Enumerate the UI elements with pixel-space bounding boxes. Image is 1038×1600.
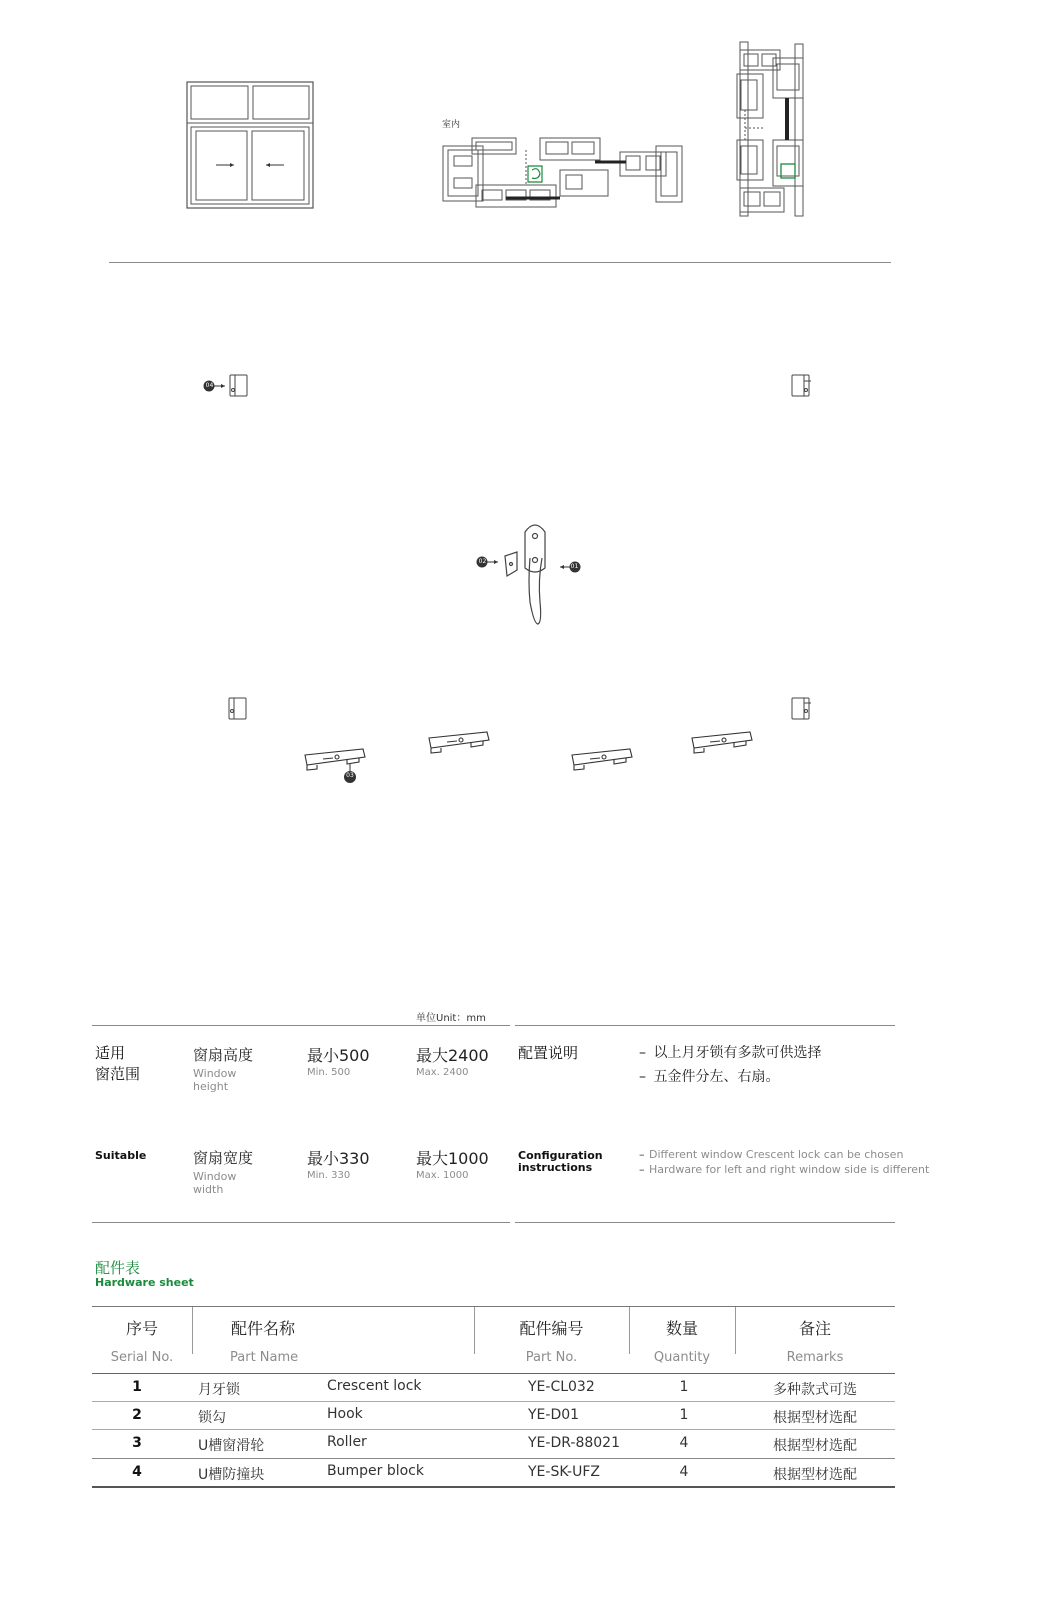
top-divider <box>109 262 891 263</box>
row-4-name-zh: U槽防撞块 <box>198 1467 265 1483</box>
header-qty-zh: 数量 <box>665 1319 698 1338</box>
sash-height-min: 最小500 Min. 500 <box>307 1046 370 1078</box>
config-bottom-rule <box>515 1222 895 1223</box>
row-2-no: 2 <box>132 1407 142 1423</box>
row-1-name-en: Crescent lock <box>327 1378 422 1394</box>
hardware-sheet-title-zh: 配件表 <box>95 1259 141 1277</box>
config-note-1-en: – Different window Crescent lock can be chosen <box>639 1148 904 1161</box>
unit-note: 单位Unit：mm <box>416 1013 486 1024</box>
callout-03-label: 03 <box>346 772 354 779</box>
header-serial-en: Serial No. <box>110 1350 174 1365</box>
row-4-name-en: Bumper block <box>327 1463 424 1479</box>
row-2-part: YE-D01 <box>528 1407 580 1423</box>
row-1-no: 1 <box>132 1379 142 1395</box>
callout-01-label: 01 <box>570 563 579 570</box>
header-partno-en: Part No. <box>525 1350 578 1365</box>
col-divider <box>192 1307 193 1354</box>
row-4-qty: 4 <box>679 1464 689 1480</box>
header-name-zh: 配件名称 <box>231 1319 296 1338</box>
row-1-qty: 1 <box>679 1379 689 1395</box>
crescent-lock-drawing <box>497 518 577 628</box>
row-2-remark: 根据型材选配 <box>773 1410 857 1426</box>
row-3-qty: 4 <box>679 1435 689 1451</box>
callout-02-label: 02 <box>478 558 487 565</box>
header-serial-zh: 序号 <box>125 1319 158 1338</box>
header-bottom-rule <box>92 1373 895 1374</box>
config-top-rule <box>515 1025 895 1026</box>
row-4-part: YE-SK-UFZ <box>528 1464 600 1480</box>
row-1-name-zh: 月牙锁 <box>198 1382 240 1398</box>
scope-top-rule <box>92 1025 510 1026</box>
row-4-no: 4 <box>132 1464 142 1480</box>
roller-drawing <box>690 728 756 754</box>
roller-drawing <box>427 728 493 754</box>
table-bottom-rule <box>92 1486 895 1488</box>
row-rule <box>92 1458 895 1459</box>
row-3-remark: 根据型材选配 <box>773 1438 857 1454</box>
bumper-block-icon <box>790 374 812 397</box>
roller-drawing <box>303 745 369 771</box>
config-title-zh: 配置说明 <box>518 1044 579 1062</box>
header-name-en: Part Name <box>230 1350 299 1365</box>
row-3-name-zh: U槽窗滑轮 <box>198 1438 265 1454</box>
row-3-name-en: Roller <box>327 1434 367 1450</box>
header-qty-en: Quantity <box>653 1350 711 1365</box>
config-note-2-zh: – 五金件分左、右扇。 <box>639 1069 780 1085</box>
row-4-remark: 根据型材选配 <box>773 1467 857 1483</box>
row-2-name-zh: 锁勾 <box>198 1410 226 1426</box>
roller-drawing <box>570 745 636 771</box>
vertical-section-drawing <box>735 40 810 218</box>
row-rule <box>92 1401 895 1402</box>
bumper-block-icon <box>229 374 249 397</box>
row-2-name-en: Hook <box>327 1406 363 1422</box>
callout-04-label: 04 <box>205 382 214 389</box>
sash-height-max: 最大2400 Max. 2400 <box>416 1046 489 1078</box>
sash-width-min: 最小330 Min. 330 <box>307 1149 370 1181</box>
scope-title-en: Suitable <box>95 1149 147 1162</box>
horizontal-section-drawing <box>440 130 690 210</box>
indoor-label: 室内 <box>442 120 461 130</box>
bumper-block-icon <box>790 697 812 720</box>
table-top-rule <box>92 1306 895 1307</box>
row-rule <box>92 1429 895 1430</box>
header-remarks-en: Remarks <box>786 1350 844 1365</box>
sash-height-label: 窗扇高度 Window height <box>193 1046 254 1093</box>
row-3-part: YE-DR-88021 <box>528 1435 620 1451</box>
row-2-qty: 1 <box>679 1407 689 1423</box>
scope-bottom-rule <box>92 1222 510 1223</box>
config-note-2-en: – Hardware for left and right window side is different <box>639 1163 930 1176</box>
row-3-no: 3 <box>132 1435 142 1451</box>
row-1-remark: 多种款式可选 <box>773 1382 857 1398</box>
window-elevation-drawing <box>186 81 314 209</box>
header-partno-zh: 配件编号 <box>519 1319 584 1338</box>
row-1-part: YE-CL032 <box>528 1379 595 1395</box>
scope-title-zh: 适用 窗范围 <box>95 1044 141 1083</box>
header-remarks-zh: 备注 <box>798 1319 831 1338</box>
config-note-1-zh: – 以上月牙锁有多款可供选择 <box>639 1045 822 1061</box>
sash-width-max: 最大1000 Max. 1000 <box>416 1149 489 1181</box>
bumper-block-icon <box>228 697 248 720</box>
config-title-en: Configuration instructions <box>518 1149 603 1174</box>
hardware-sheet-title-en: Hardware sheet <box>95 1276 194 1289</box>
sash-width-label: 窗扇宽度 Window width <box>193 1149 254 1196</box>
